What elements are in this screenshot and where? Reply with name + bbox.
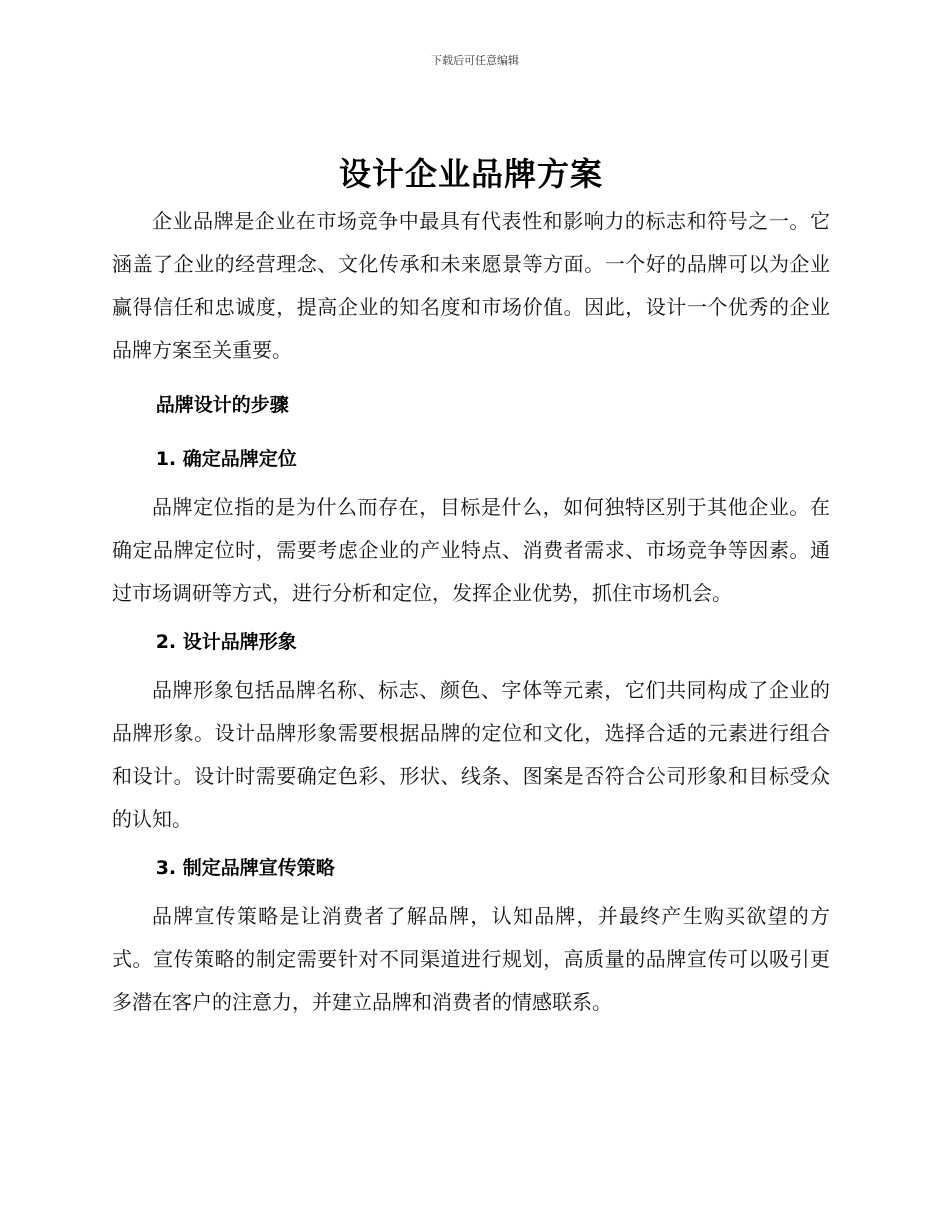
step-1-heading: 1. 确定品牌定位 (155, 448, 297, 470)
intro-paragraph: 企业品牌是企业在市场竞争中最具有代表性和影响力的标志和符号之一。它涵盖了企业的经营理念、文化传承和未来愿景等方面。一个好的品牌可以为企业赢得信任和忠诚度，提高企业的知名度和市场价值。因此，设计一个优秀的企业品牌方案至关重要。 (112, 209, 830, 362)
document-body (112, 148, 830, 1024)
step-2-paragraph: 品牌形象包括品牌名称、标志、颜色、字体等元素，它们共同构成了企业的品牌形象。设计品牌形象需要根据品牌的定位和文化，选择合适的元素进行组合和设计。设计时需要确定色彩、形状、线条、图案是否符合公司形象和目标受众的认知。 (112, 678, 830, 831)
step-3-paragraph: 品牌宣传策略是让消费者了解品牌，认知品牌，并最终产生购买欲望的方式。宣传策略的制定需要针对不同渠道进行规划，高质量的品牌宣传可以吸引更多潜在客户的注意力，并建立品牌和消费者的情感联系。 (112, 904, 830, 1014)
section-heading: 品牌设计的步骤 (155, 394, 289, 416)
step-2-heading: 2. 设计品牌形象 (155, 631, 297, 653)
step-3-heading: 3. 制定品牌宣传策略 (155, 857, 335, 879)
document-title: 设计企业品牌方案 (338, 155, 603, 193)
step-1-paragraph: 品牌定位指的是为什么而存在，目标是什么，如何独特区别于其他企业。在确定品牌定位时，需要考虑企业的产业特点、消费者需求、市场竞争等因素。通过市场调研等方式，进行分析和定位，发挥企业优势，抓住市场机会。 (112, 495, 830, 605)
page-header-note: 下载后可任意编辑 (431, 54, 519, 67)
